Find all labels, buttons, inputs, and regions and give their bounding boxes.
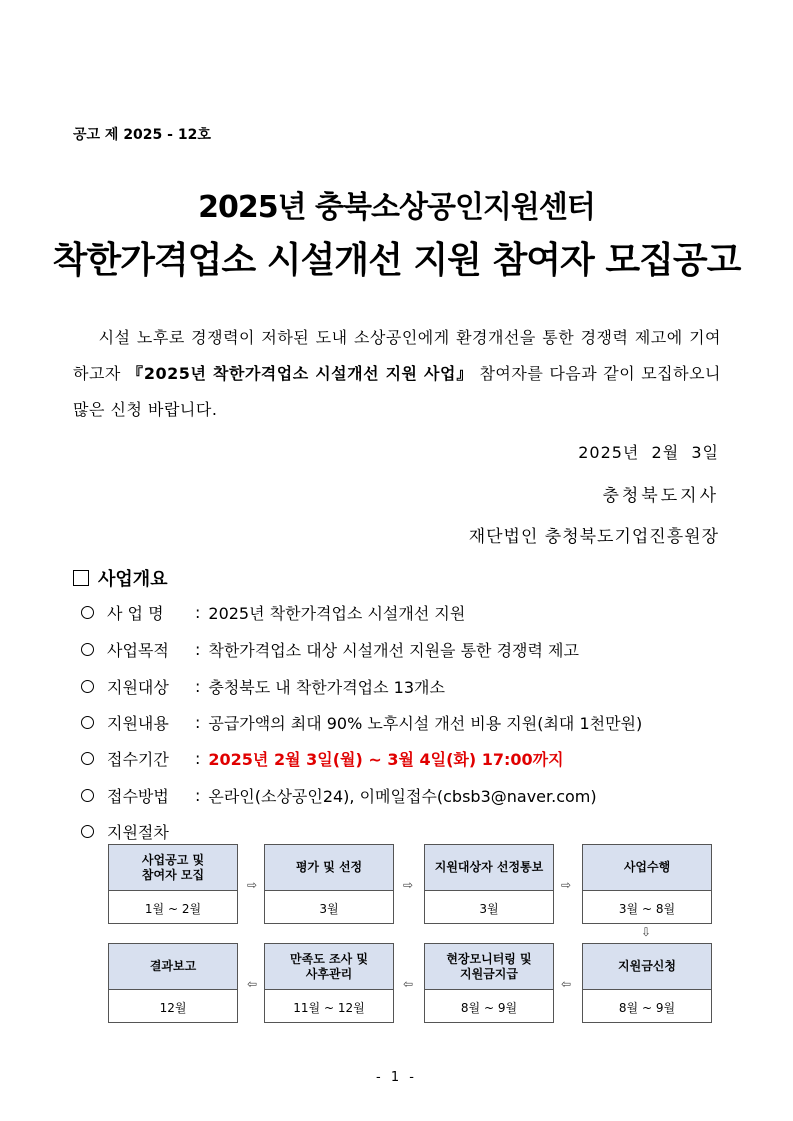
list-item: 지원대상 : 충청북도 내 착한가격업소 13개소	[81, 675, 445, 698]
title-line-1: 2025년 충북소상공인지원센터	[198, 190, 595, 225]
circle-bullet-icon	[81, 752, 94, 765]
process-step-period: 8월 ~ 9월	[460, 1000, 518, 1015]
item-label: 사 업 명	[107, 604, 164, 623]
down-arrow-icon: ⇩	[641, 925, 652, 939]
process-step-period: 8월 ~ 9월	[618, 1000, 676, 1015]
intro-text-1: 시설 노후로 경쟁력이 저하된 도내 소상공인에게 환경개선을 통한 경쟁력 제고에 기여하고자	[73, 328, 722, 383]
circle-bullet-icon	[81, 716, 94, 729]
process-step-box	[108, 943, 238, 1023]
process-step-box	[108, 844, 238, 924]
process-step-box	[264, 844, 394, 924]
item-label: 접수방법	[107, 787, 169, 806]
item-value: 착한가격업소 대상 시설개선 지원을 통한 경쟁력 제고	[208, 641, 579, 660]
process-step-box	[264, 943, 394, 1023]
announcement-date: 2025년 2월 3일	[578, 443, 719, 462]
notice-number: 공고 제 2025 - 12호	[73, 127, 211, 143]
circle-bullet-icon	[81, 789, 94, 802]
process-step-period: 3월	[479, 901, 499, 916]
left-arrow-icon: ⇦	[403, 977, 414, 991]
item-label: 지원내용	[107, 714, 169, 733]
left-arrow-icon: ⇦	[561, 977, 572, 991]
list-item: 사 업 명 : 2025년 착한가격업소 시설개선 지원	[81, 601, 465, 624]
intro-text-2: 참여자를 다음과 같이 모집하오니 많은 신청 바랍니다.	[73, 364, 721, 419]
list-item: 접수기간 : 2025년 2월 3일(월) ~ 3월 4일(화) 17:00까지	[81, 747, 564, 770]
process-step-box	[424, 943, 554, 1023]
process-step-name: 사업수행	[583, 845, 711, 891]
list-item	[81, 820, 189, 843]
item-value-highlight: 2025년 2월 3일(월) ~ 3월 4일(화) 17:00까지	[208, 750, 564, 769]
item-value: 공급가액의 최대 90% 노후시설 개선 비용 지원(최대 1천만원)	[208, 714, 643, 733]
checkbox-square-icon	[73, 570, 89, 586]
circle-bullet-icon	[81, 680, 94, 693]
list-item: 지원내용 : 공급가액의 최대 90% 노후시설 개선 비용 지원(최대 1천만원)	[81, 711, 642, 734]
item-value: 충청북도 내 착한가격업소 13개소	[208, 678, 445, 697]
process-step-period: 3월 ~ 8월	[618, 901, 676, 916]
process-step-name: 만족도 조사 및 사후관리	[265, 944, 393, 990]
circle-bullet-icon	[81, 643, 94, 656]
process-step-name: 지원대상자 선정통보	[425, 845, 553, 891]
right-arrow-icon: ⇨	[561, 878, 572, 892]
circle-bullet-icon	[81, 825, 94, 838]
process-step-period: 3월	[319, 901, 339, 916]
item-value: 온라인(소상공인24), 이메일접수(cbsb3@naver.com)	[208, 787, 597, 806]
process-step-period: 11월 ~ 12월	[293, 1000, 365, 1015]
process-step-box	[582, 943, 712, 1023]
item-value: 2025년 착한가격업소 시설개선 지원	[208, 604, 466, 623]
process-step-box	[582, 844, 712, 924]
intro-paragraph	[73, 320, 721, 428]
right-arrow-icon: ⇨	[403, 878, 414, 892]
process-step-name: 지원금신청	[583, 944, 711, 990]
process-step-name: 사업공고 및 참여자 모집	[109, 845, 237, 891]
item-label: 접수기간	[107, 750, 169, 769]
item-label: 지원절차	[107, 823, 169, 842]
issuer-agency: 재단법인 충청북도기업진흥원장	[468, 527, 719, 547]
process-step-name: 결과보고	[109, 944, 237, 990]
intro-project-name: 『2025년 착한가격업소 시설개선 지원 사업』	[126, 364, 474, 383]
section-title: 사업개요	[98, 569, 168, 590]
item-label: 사업목적	[107, 641, 169, 660]
right-arrow-icon: ⇨	[247, 878, 258, 892]
left-arrow-icon: ⇦	[247, 977, 258, 991]
process-step-name: 평가 및 선정	[265, 845, 393, 891]
process-step-period: 1월 ~ 2월	[144, 901, 202, 916]
process-step-box	[424, 844, 554, 924]
page-number: - 1 -	[376, 1070, 417, 1085]
item-label: 지원대상	[107, 678, 169, 697]
section-heading	[73, 565, 168, 591]
circle-bullet-icon	[81, 606, 94, 619]
process-step-name: 현장모니터링 및 지원금지급	[425, 944, 553, 990]
list-item: 접수방법 : 온라인(소상공인24), 이메일접수(cbsb3@naver.com)	[81, 784, 597, 807]
issuer-governor: 충청북도지사	[602, 486, 719, 506]
title-line-2: 착한가격업소 시설개선 지원 참여자 모집공고	[52, 240, 741, 281]
process-step-period: 12월	[159, 1000, 187, 1015]
list-item: 사업목적 : 착한가격업소 대상 시설개선 지원을 통한 경쟁력 제고	[81, 638, 579, 661]
